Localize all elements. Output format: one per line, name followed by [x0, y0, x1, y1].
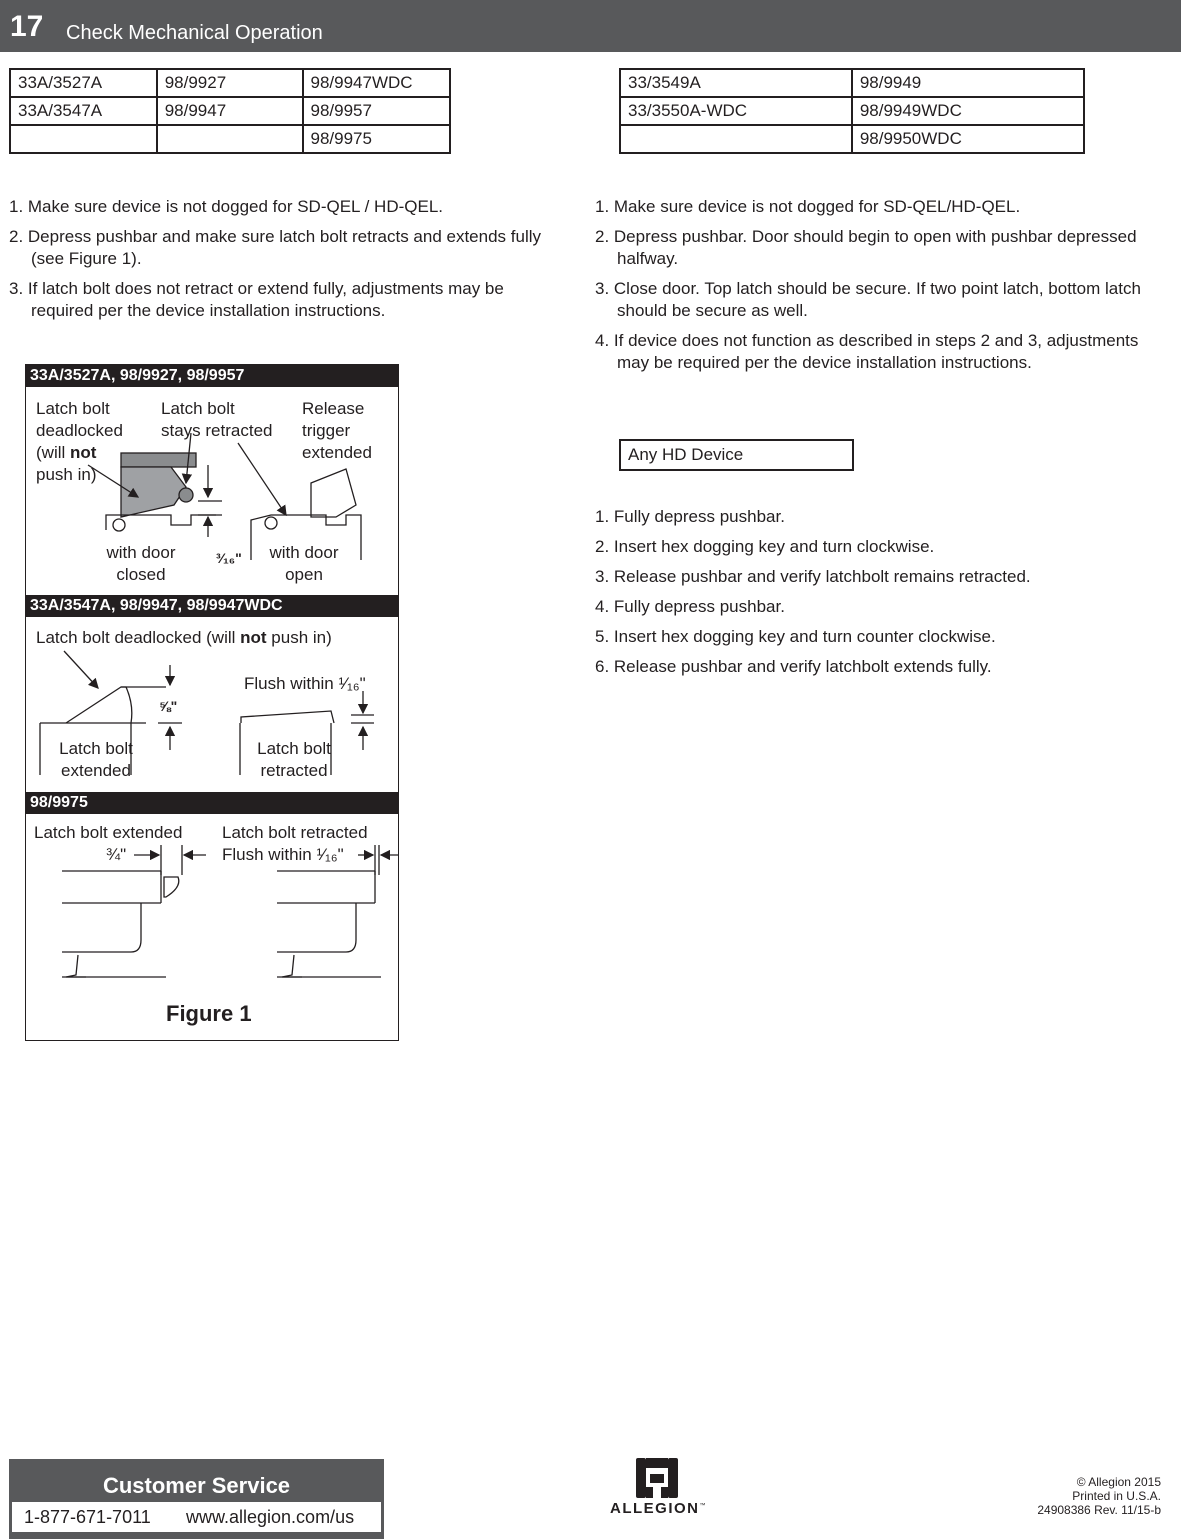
list-item: 4. If device does not function as described in steps 2 and 3, adjustments may be required per the device installation instructions.: [595, 331, 1139, 372]
list-item: 2. Insert hex dogging key and turn clockwise.: [595, 537, 935, 556]
label-line: stays retracted: [161, 421, 273, 440]
device-foot-shape: [66, 955, 86, 977]
document-number: 24908386 Rev. 11/15-b: [1037, 1503, 1161, 1517]
figure-caption: Figure 1: [166, 1001, 252, 1026]
label-line: extended: [302, 443, 372, 462]
table-cell: [10, 125, 157, 153]
allegion-wordmark: [610, 1500, 707, 1517]
table-cell: 33/3550A-WDC: [620, 97, 852, 125]
figure-section-3-title: 98/9975: [26, 792, 398, 814]
left-instructions: [9, 196, 569, 330]
label-text: (will: [36, 443, 70, 462]
label-door-open: [254, 542, 354, 586]
table-cell: 98/9947WDC: [303, 69, 450, 97]
label-line: Latch bolt: [36, 399, 110, 418]
list-item: 3. If latch bolt does not retract or extend fully, adjustments may be required per the device installation instructions.: [9, 279, 504, 320]
label-line: with door: [269, 543, 339, 562]
list-item: 2. Depress pushbar. Door should begin to open with pushbar depressed halfway.: [595, 227, 1137, 268]
label-latch-extended: [46, 738, 146, 782]
list-item: 3. Release pushbar and verify latchbolt remains retracted.: [595, 567, 1031, 586]
model-table-right: [619, 68, 1085, 154]
label-line: extended: [61, 761, 131, 780]
door-frame-shape: [277, 903, 356, 952]
roller-shape: [113, 519, 125, 531]
table-cell: 98/9947: [157, 97, 303, 125]
section-number: 17: [10, 10, 44, 43]
label-line: Latch bolt: [257, 739, 331, 758]
figure-section-2-title: 33A/3547A, 98/9947, 98/9947WDC: [26, 595, 398, 617]
copyright-block: [1037, 1475, 1161, 1517]
website-link[interactable]: www.allegion.com/us: [186, 1507, 355, 1527]
label-emphasis: not: [240, 628, 267, 647]
list-item: 6. Release pushbar and verify latchbolt extends fully.: [595, 657, 992, 676]
release-trigger-shape: [179, 488, 193, 502]
copyright: © Allegion 2015: [1076, 1475, 1161, 1489]
hd-device-instructions: [595, 506, 1165, 686]
label-line: with door: [106, 543, 176, 562]
label-line: [36, 442, 123, 464]
label-latch-extended-3: Latch bolt extended: [34, 823, 183, 842]
label-flush-within: Flush within ¹⁄₁₆": [244, 674, 366, 693]
hd-device-label: Any HD Device: [619, 439, 854, 471]
label-line: deadlocked: [36, 421, 123, 440]
latch-retracted-shape: [241, 711, 334, 723]
table-cell: [157, 125, 303, 153]
label-line: open: [285, 565, 323, 584]
label-line: push in): [36, 465, 97, 484]
label-flush-within-3: Flush within ¹⁄₁₆": [222, 845, 344, 864]
table-cell: 33A/3527A: [10, 69, 157, 97]
door-frame-shape: [62, 903, 141, 952]
label-latch-retracted-3: Latch bolt retracted: [222, 823, 368, 842]
label-latch-retracted: [244, 738, 344, 782]
table-cell: 33/3549A: [620, 69, 852, 97]
customer-service-box: [9, 1459, 384, 1539]
label-deadlocked-2: [36, 627, 332, 649]
label-line: Latch bolt: [161, 399, 235, 418]
label-line: trigger: [302, 421, 351, 440]
dimension-3-4: ¾": [106, 845, 127, 864]
dimension-5-8: ⅝": [159, 698, 178, 714]
figure-1: [25, 364, 399, 1041]
label-line: Release: [302, 399, 365, 418]
printed-in: Printed in U.S.A.: [1072, 1489, 1161, 1503]
table-cell: 33A/3547A: [10, 97, 157, 125]
list-item: 1. Make sure device is not dogged for SD-QEL / HD-QEL.: [9, 197, 444, 216]
allegion-logo: [607, 1456, 707, 1526]
table-cell: 98/9949WDC: [852, 97, 1084, 125]
figure-section-1-title: 33A/3527A, 98/9927, 98/9957: [26, 365, 398, 387]
label-deadlocked: [36, 398, 123, 486]
table-row: [10, 97, 450, 125]
label-line: retracted: [260, 761, 328, 780]
table-cell: 98/9950WDC: [852, 125, 1084, 153]
list-item: 1. Make sure device is not dogged for SD-QEL/HD-QEL.: [595, 197, 1021, 216]
table-row: [620, 125, 1084, 153]
customer-service-title: Customer Service: [102, 1473, 291, 1498]
label-line: Latch bolt: [59, 739, 133, 758]
label-release-trigger: [302, 398, 372, 464]
model-table-left: [9, 68, 451, 154]
dimension-3-16: ³⁄₁₆": [216, 550, 242, 566]
label-text: push in): [266, 628, 332, 647]
label-text: Latch bolt deadlocked (will: [36, 628, 241, 647]
label-door-closed: [91, 542, 191, 586]
list-item: 2. Depress pushbar and make sure latch bolt retracts and extends fully (see Figure 1).: [9, 227, 542, 268]
trademark-symbol: ™: [699, 1503, 707, 1509]
phone-number[interactable]: 1-877-671-7011: [24, 1507, 151, 1527]
leader-line: [64, 651, 98, 688]
list-item: 5. Insert hex dogging key and turn counter clockwise.: [595, 627, 996, 646]
roller-shape: [265, 517, 277, 529]
label-stays-retracted: [161, 398, 273, 442]
table-row: [620, 97, 1084, 125]
table-cell: [620, 125, 852, 153]
table-row: [10, 69, 450, 97]
label-line: closed: [116, 565, 166, 584]
leader-line: [238, 443, 286, 515]
right-instructions: [595, 196, 1165, 382]
table-cell: 98/9927: [157, 69, 303, 97]
table-cell: 98/9957: [303, 97, 450, 125]
customer-service-contact: [12, 1502, 381, 1532]
table-cell: 98/9949: [852, 69, 1084, 97]
page-header: [0, 0, 1181, 52]
latch-open-shape: [311, 469, 356, 517]
latch-extended-shape: [66, 687, 132, 723]
table-row: [620, 69, 1084, 97]
label-emphasis: not: [70, 443, 97, 462]
latch-housing-shape: [121, 453, 196, 467]
wordmark-text: ALLEGION: [610, 1500, 700, 1517]
list-item: 3. Close door. Top latch should be secure. If two point latch, bottom latch should be secure as well.: [595, 279, 1141, 320]
device-foot-shape: [282, 955, 302, 977]
list-item: 4. Fully depress pushbar.: [595, 597, 785, 616]
table-cell: 98/9975: [303, 125, 450, 153]
latch-bolt-shape: [164, 877, 179, 897]
table-row: [10, 125, 450, 153]
list-item: 1. Fully depress pushbar.: [595, 507, 785, 526]
allegion-mark-icon: [632, 1456, 682, 1500]
section-title: Check Mechanical Operation: [66, 22, 323, 44]
